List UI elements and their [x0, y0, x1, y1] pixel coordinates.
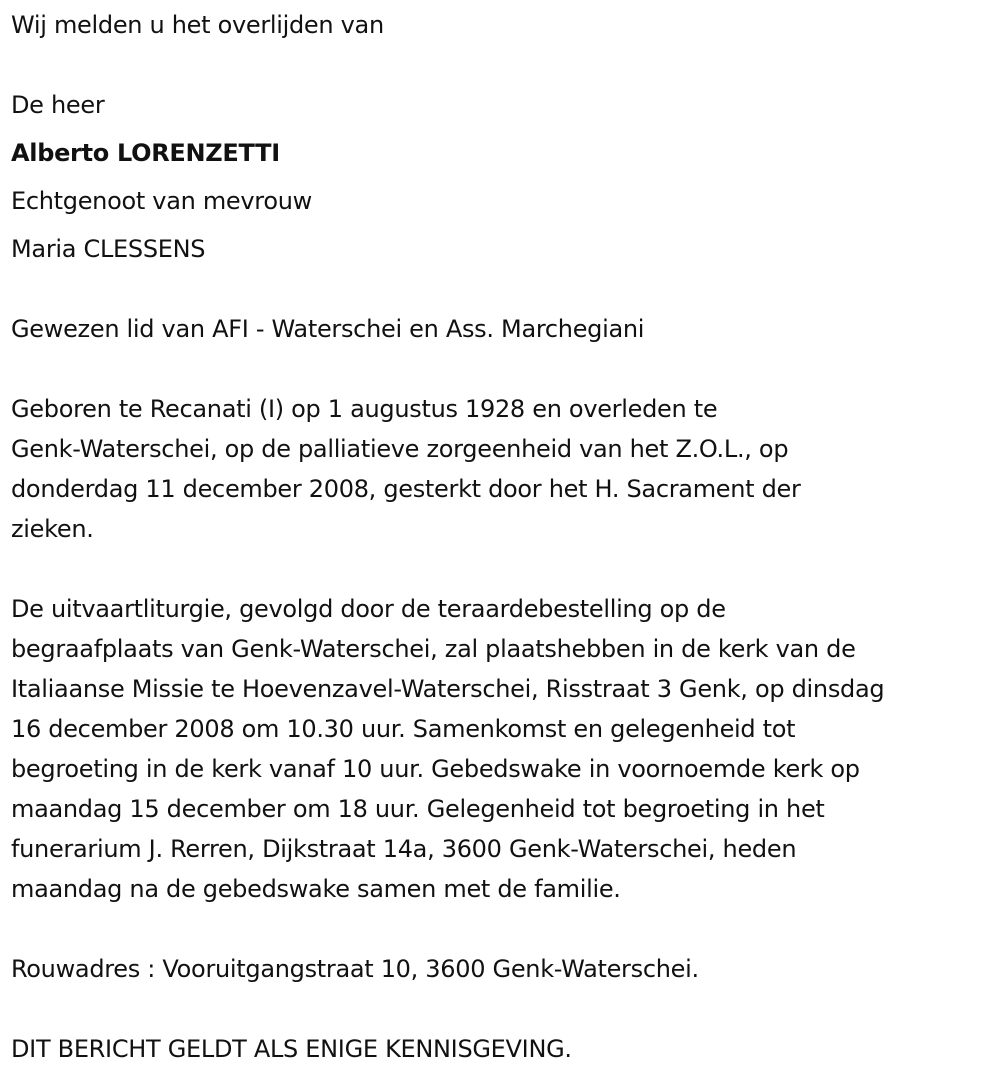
- spouse-intro: Echtgenoot van mevrouw: [11, 187, 312, 215]
- birth-death-paragraph: [11, 389, 996, 549]
- spouse-name: Maria CLESSENS: [11, 235, 206, 263]
- paragraph-line: maandag na de gebedswake samen met de familie.: [11, 875, 621, 903]
- paragraph-line: Italiaanse Missie te Hoevenzavel-Waterschei, Risstraat 3 Genk, op dinsdag: [11, 675, 885, 703]
- paragraph-line: Genk-Waterschei, op de palliatieve zorgeenheid van het Z.O.L., op: [11, 435, 789, 463]
- paragraph-line: De uitvaartliturgie, gevolgd door de teraardebestelling op de: [11, 595, 726, 623]
- paragraph-line: begroeting in de kerk vanaf 10 uur. Gebedswake in voornoemde kerk op: [11, 755, 860, 783]
- paragraph-line: maandag 15 december om 18 uur. Gelegenheid tot begroeting in het: [11, 795, 825, 823]
- deceased-name: Alberto LORENZETTI: [11, 139, 280, 167]
- closing-statement: DIT BERICHT GELDT ALS ENIGE KENNISGEVING.: [11, 1035, 572, 1063]
- notice-intro: Wij melden u het overlijden van: [11, 11, 384, 39]
- paragraph-line: 16 december 2008 om 10.30 uur. Samenkomst en gelegenheid tot: [11, 715, 796, 743]
- deceased-title: De heer: [11, 91, 105, 119]
- funeral-paragraph: [11, 589, 996, 909]
- death-notice: [11, 0, 996, 1069]
- paragraph-line: begraafplaats van Genk-Waterschei, zal plaatshebben in de kerk van de: [11, 635, 856, 663]
- membership-text: Gewezen lid van AFI - Waterschei en Ass. Marchegiani: [11, 315, 645, 343]
- paragraph-line: zieken.: [11, 515, 94, 543]
- paragraph-line: funerarium J. Rerren, Dijkstraat 14a, 3600 Genk-Waterschei, heden: [11, 835, 797, 863]
- paragraph-line: donderdag 11 december 2008, gesterkt door het H. Sacrament der: [11, 475, 801, 503]
- paragraph-line: Geboren te Recanati (I) op 1 augustus 1928 en overleden te: [11, 395, 718, 423]
- mourning-address: Rouwadres : Vooruitgangstraat 10, 3600 Genk-Waterschei.: [11, 955, 699, 983]
